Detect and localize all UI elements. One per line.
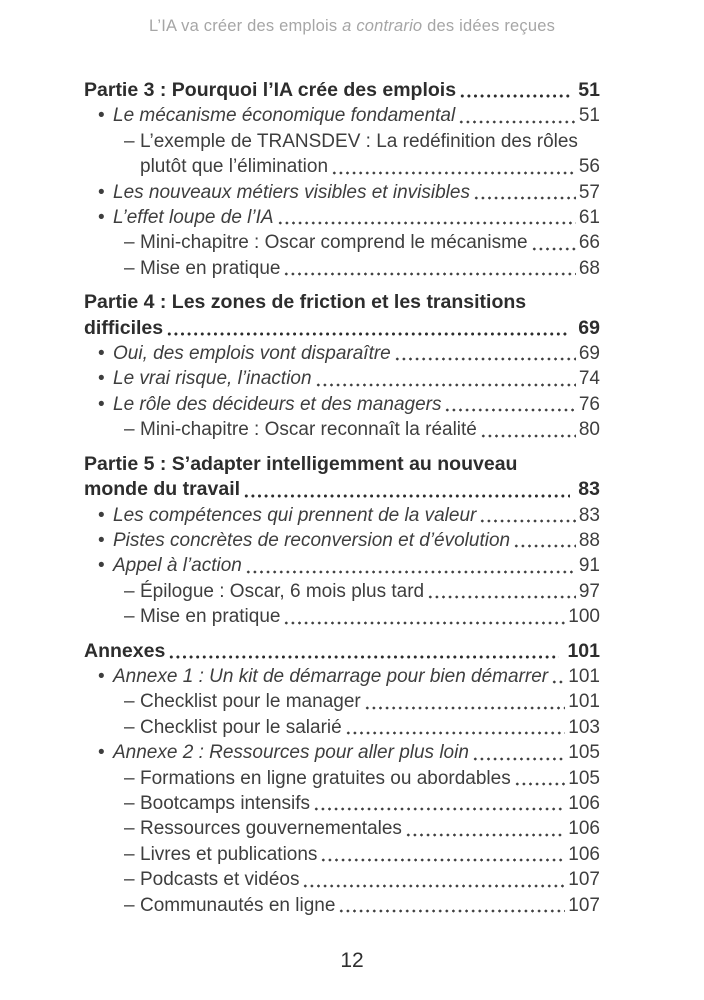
toc-entry bbox=[84, 366, 600, 391]
toc-entry-title: Communautés en ligne bbox=[140, 894, 336, 916]
toc-entry-title: Les compétences qui prennent de la valeur bbox=[113, 504, 477, 526]
toc-entry bbox=[84, 452, 600, 477]
toc-entry bbox=[84, 316, 600, 341]
toc-entry bbox=[84, 341, 600, 366]
toc-entry-page: 106 bbox=[568, 843, 600, 865]
dot-leader bbox=[551, 664, 565, 689]
toc-entry-marker: • bbox=[98, 393, 105, 415]
dot-leader bbox=[473, 180, 576, 205]
dot-leader bbox=[283, 604, 565, 629]
dot-leader bbox=[245, 553, 576, 578]
toc-entry bbox=[84, 256, 600, 281]
toc-entry bbox=[84, 477, 600, 502]
toc-entry-marker: – bbox=[124, 606, 135, 628]
toc-entry-marker: – bbox=[124, 580, 135, 602]
dot-leader bbox=[458, 103, 576, 128]
dot-leader bbox=[479, 503, 576, 528]
toc-entry-title: L’effet loupe de l’IA bbox=[113, 207, 274, 229]
toc-entry-title: Annexe 2 : Ressources pour aller plus loin bbox=[113, 742, 469, 764]
dot-leader bbox=[283, 256, 575, 281]
dot-leader bbox=[277, 205, 576, 230]
toc-entry bbox=[84, 154, 600, 179]
toc-entry-title: Le rôle des décideurs et des managers bbox=[113, 393, 442, 415]
running-header bbox=[0, 0, 704, 37]
toc-entry bbox=[84, 766, 600, 791]
toc-entry-title: Annexes bbox=[84, 639, 166, 662]
toc-entry-page: 76 bbox=[578, 393, 600, 415]
dot-leader bbox=[320, 842, 565, 867]
toc-entry bbox=[84, 103, 600, 128]
toc-entry-marker: – bbox=[124, 691, 135, 713]
toc-entry-marker: • bbox=[98, 181, 105, 203]
toc-entry-marker: – bbox=[124, 792, 135, 814]
dot-leader bbox=[459, 78, 570, 103]
toc-entry-title: plutôt que l’élimination bbox=[140, 156, 329, 178]
toc-entry bbox=[84, 689, 600, 714]
dot-leader bbox=[405, 816, 565, 841]
running-header-italic: a contrario bbox=[342, 17, 423, 35]
toc-entry-marker: – bbox=[124, 843, 135, 865]
toc-entry-title: Partie 4 : Les zones de friction et les transitions bbox=[84, 291, 527, 314]
toc-entry bbox=[84, 180, 600, 205]
toc-entry-title: Checklist pour le manager bbox=[140, 691, 361, 713]
dot-leader bbox=[394, 341, 576, 366]
toc-entry-marker: • bbox=[98, 504, 105, 526]
toc-entry-page: 83 bbox=[578, 504, 600, 526]
dot-leader bbox=[531, 230, 576, 255]
toc-entry bbox=[84, 715, 600, 740]
toc-entry-page: 107 bbox=[568, 894, 600, 916]
toc-entry-page: 101 bbox=[568, 691, 600, 713]
toc-entry-title: Appel à l’action bbox=[113, 555, 242, 577]
dot-leader bbox=[331, 154, 576, 179]
toc-entry-title: Formations en ligne gratuites ou abordables bbox=[140, 767, 511, 789]
toc-entry-page: 105 bbox=[568, 767, 600, 789]
dot-leader bbox=[472, 740, 565, 765]
toc-entry-marker: • bbox=[98, 368, 105, 390]
toc-entry bbox=[84, 205, 600, 230]
toc-entry-page: 74 bbox=[578, 368, 600, 390]
toc-entry bbox=[84, 791, 600, 816]
dot-leader bbox=[514, 766, 566, 791]
toc-entry-title: difficiles bbox=[84, 316, 164, 339]
toc-entry-marker: • bbox=[98, 742, 105, 764]
dot-leader bbox=[243, 477, 570, 502]
toc-entry-title: Oui, des emplois vont disparaître bbox=[113, 343, 391, 365]
toc-entry-page: 101 bbox=[568, 665, 600, 687]
page-number: 12 bbox=[340, 949, 364, 972]
toc-entry-page: 66 bbox=[578, 232, 600, 254]
toc-entry-marker: • bbox=[98, 105, 105, 127]
toc-entry bbox=[84, 392, 600, 417]
toc-entry-title: Les nouveaux métiers visibles et invisibles bbox=[113, 181, 470, 203]
dot-leader bbox=[480, 417, 576, 442]
toc-entry-title: Partie 5 : S’adapter intelligemment au nouveau bbox=[84, 452, 518, 475]
toc-entry bbox=[84, 290, 600, 315]
toc-entry-title: Ressources gouvernementales bbox=[140, 818, 402, 840]
toc-entry-title: Mise en pratique bbox=[140, 257, 281, 279]
toc-entry bbox=[84, 417, 600, 442]
toc-entry-page: 61 bbox=[578, 207, 600, 229]
toc-entry bbox=[84, 639, 600, 664]
toc-entry-page: 56 bbox=[578, 156, 600, 178]
dot-leader bbox=[168, 639, 559, 664]
toc-entry-page: 57 bbox=[578, 181, 600, 203]
toc-entry bbox=[84, 842, 600, 867]
toc-entry-page: 101 bbox=[567, 639, 600, 662]
toc-entry-title: Partie 3 : Pourquoi l’IA crée des emplois bbox=[84, 79, 457, 101]
toc-entry-marker: – bbox=[124, 716, 135, 738]
toc-entry-page: 51 bbox=[578, 105, 600, 127]
toc-entry-page: 69 bbox=[578, 343, 600, 365]
toc-entry-page: 88 bbox=[578, 529, 600, 551]
running-header-suffix: des idées reçues bbox=[422, 17, 556, 35]
toc-entry-page: 51 bbox=[578, 79, 600, 101]
toc-entry bbox=[84, 893, 600, 918]
toc-entry bbox=[84, 230, 600, 255]
toc-entry-page: 100 bbox=[568, 606, 600, 628]
toc-entry-title: Checklist pour le salarié bbox=[140, 716, 342, 738]
toc-entry-page: 105 bbox=[568, 742, 600, 764]
toc-entry-page: 69 bbox=[578, 316, 600, 339]
toc-entry-marker: – bbox=[124, 818, 135, 840]
toc-entry-marker: – bbox=[124, 869, 135, 891]
toc-entry-marker: – bbox=[124, 419, 135, 441]
toc-entry-page: 97 bbox=[578, 580, 600, 602]
running-header-prefix: L’IA va créer des emplois bbox=[148, 17, 343, 35]
toc-entry-page: 83 bbox=[578, 478, 600, 501]
dot-leader bbox=[444, 392, 575, 417]
toc-entry-page: 106 bbox=[568, 792, 600, 814]
toc-entry-title: Mise en pratique bbox=[140, 606, 281, 628]
toc-entry-marker: – bbox=[124, 257, 135, 279]
toc-entry-title: Mini-chapitre : Oscar comprend le mécanisme bbox=[140, 232, 528, 254]
toc-entry-marker: – bbox=[124, 130, 135, 152]
toc-entry-marker: – bbox=[124, 232, 135, 254]
toc-entry bbox=[84, 867, 600, 892]
toc-entry bbox=[84, 528, 600, 553]
toc-entry-marker: • bbox=[98, 665, 105, 687]
dot-leader bbox=[338, 893, 565, 918]
dot-leader bbox=[427, 579, 576, 604]
toc-entry-marker: – bbox=[124, 894, 135, 916]
toc-entry bbox=[84, 740, 600, 765]
toc-entry-title: Podcasts et vidéos bbox=[140, 869, 300, 891]
toc-entry-title: Livres et publications bbox=[140, 843, 318, 865]
toc-entry-page: 106 bbox=[568, 818, 600, 840]
toc-entry-marker: • bbox=[98, 555, 105, 577]
toc-entry-page: 91 bbox=[578, 555, 600, 577]
toc-entry-marker: – bbox=[124, 767, 135, 789]
toc-list bbox=[84, 78, 600, 918]
toc-entry bbox=[84, 604, 600, 629]
toc-entry-title: Mini-chapitre : Oscar reconnaît la réalité bbox=[140, 419, 477, 441]
toc-entry-page: 107 bbox=[568, 869, 600, 891]
dot-leader bbox=[313, 791, 565, 816]
toc-entry bbox=[84, 129, 600, 154]
toc-entry bbox=[84, 816, 600, 841]
toc-entry-title: L’exemple de TRANSDEV : La redéfinition des rôles bbox=[140, 130, 578, 152]
dot-leader bbox=[345, 715, 566, 740]
toc-entry bbox=[84, 664, 600, 689]
toc-entry bbox=[84, 78, 600, 103]
dot-leader bbox=[166, 316, 570, 341]
toc-entry-title: Épilogue : Oscar, 6 mois plus tard bbox=[140, 580, 425, 602]
toc-entry-title: Le mécanisme économique fondamental bbox=[113, 105, 456, 127]
toc-entry bbox=[84, 579, 600, 604]
toc-entry bbox=[84, 553, 600, 578]
toc-entry-title: Annexe 1 : Un kit de démarrage pour bien démarrer bbox=[113, 665, 549, 687]
toc-entry-page: 68 bbox=[578, 257, 600, 279]
toc-entry-marker: • bbox=[98, 207, 105, 229]
dot-leader bbox=[364, 689, 566, 714]
dot-leader bbox=[302, 867, 565, 892]
toc-entry-title: Pistes concrètes de reconversion et d’évolution bbox=[113, 529, 511, 551]
toc-entry-marker: • bbox=[98, 529, 105, 551]
toc-entry-title: Le vrai risque, l’inaction bbox=[113, 368, 312, 390]
toc-entry-title: Bootcamps intensifs bbox=[140, 792, 311, 814]
dot-leader bbox=[315, 366, 576, 391]
toc-entry bbox=[84, 503, 600, 528]
toc-entry-page: 80 bbox=[578, 419, 600, 441]
toc-entry-marker: • bbox=[98, 343, 105, 365]
toc-entry-title: monde du travail bbox=[84, 478, 241, 501]
dot-leader bbox=[513, 528, 576, 553]
toc-entry-page: 103 bbox=[568, 716, 600, 738]
